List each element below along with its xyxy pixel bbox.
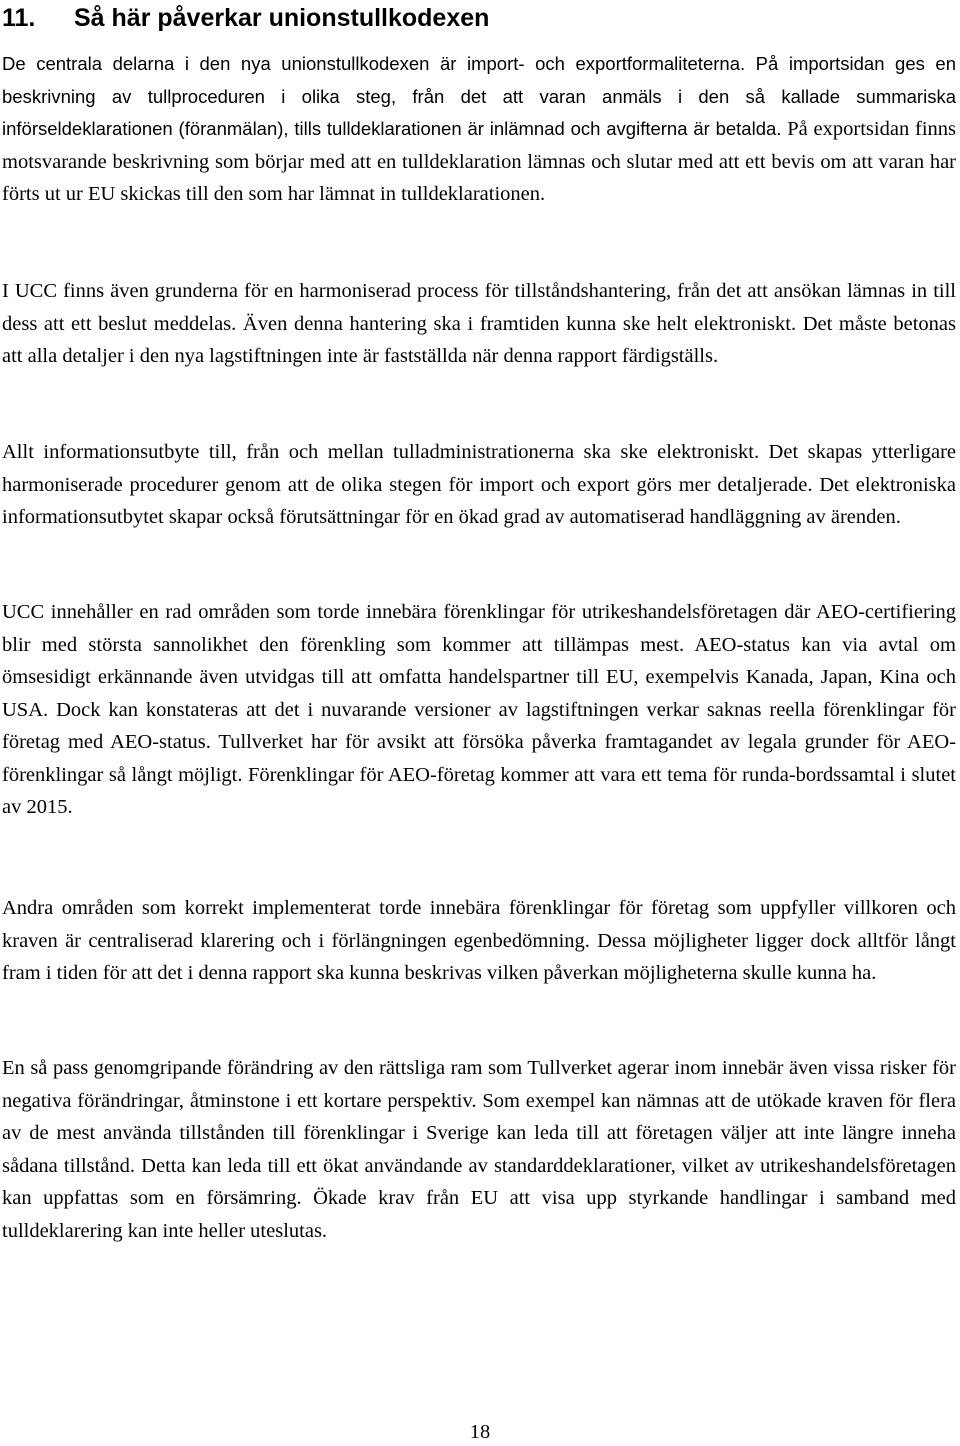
paragraph-1 [2,48,956,211]
section-number: 11. [2,4,36,32]
section-title: Så här påverkar unionstullkodexen [74,4,490,32]
section-heading [2,4,489,32]
paragraph-5: Andra områden som korrekt implementerat torde innebära förenklingar för företag som uppfyller villkoren och kraven är centraliserad klarering och i förlängningen egenbedömning. Dessa möjligheter ligger dock alltför långt fram i tiden för att det i denna rapport ska kunna beskrivas vilken påverkan möjligheterna skulle kunna ha. [2,897,956,984]
paragraph-3: Allt informationsutbyte till, från och mellan tulladministrationerna ska ske elektroniskt. Det skapas ytterligare harmoniserade procedurer genom att de olika stegen för import och export görs mer detaljerade. Det elektroniska informationsutbytet skapar också förutsättningar för en ökad grad av automatiserad handläggning av ärenden. [2,441,956,528]
paragraph-6: En så pass genomgripande förändring av den rättsliga ram som Tullverket agerar inom innebär även vissa risker för negativa förändringar, åtminstone i ett kortare perspektiv. Som exempel kan nämnas att de utökade kraven för flera av de mest använda tillstånden till förenklingar i Sverige kan leda till att företagen väljer att inte längre inneha sådana tillstånd. Detta kan leda till ett ökat användande av standarddeklarationer, vilket av utrikeshandelsföretagen kan uppfattas som en försämring. Ökade krav från EU att visa upp styrkande handlingar i samband med tulldeklarering kan inte heller uteslutas. [2,1057,956,1242]
paragraph-2: I UCC finns även grunderna för en harmoniserad process för tillståndshantering, från det att ansökan lämnas in till dess att ett beslut meddelas. Även denna hantering ska i framtiden kunna ske helt elektroniskt. Det måste betonas att alla detaljer i den nya lagstiftningen inte är fastställda när denna rapport färdigställs. [2,280,956,367]
paragraph-4: UCC innehåller en rad områden som torde innebära förenklingar för utrikeshandelsföretagen där AEO-certifiering blir med största sannolikhet den förenkling som kommer att tillämpas mest. AEO-status kan via avtal om ömsesidigt erkännande även utvidgas till att omfatta handelspartner till EU, exempelvis Kanada, Japan, Kina och USA. Dock kan konstateras att det i nuvarande versioner av lagstiftningen verkar saknas reella förenklingar för företag med AEO-status. Tullverket har för avsikt att försöka påverka framtagandet av legala grunder för AEO-förenklingar så långt möjligt. Förenklingar för AEO-företag kommer att vara ett tema för runda-bordssamtal i slutet av 2015. [2,601,956,818]
paragraph-1-sans-part: De centrala delarna i den nya unionstullkodexen är import- och exportformaliteterna. På importsidan ges en beskrivning av tullproceduren i olika steg, från det att varan anmäls i den så kallade summariska införseldeklarationen (föranmälan), tills tulldeklarationen är inlämnad och avgifterna är betalda. [2,53,956,139]
paragraph-1-serif-part: På exportsidan finns motsvarande beskrivning som börjar med att en tulldeklaration lämnas och slutar med att ett bevis om att varan har förts ut ur EU skickas till den som har lämnat in tulldeklarationen. [2,118,956,205]
page-number: 18 [469,1421,491,1443]
